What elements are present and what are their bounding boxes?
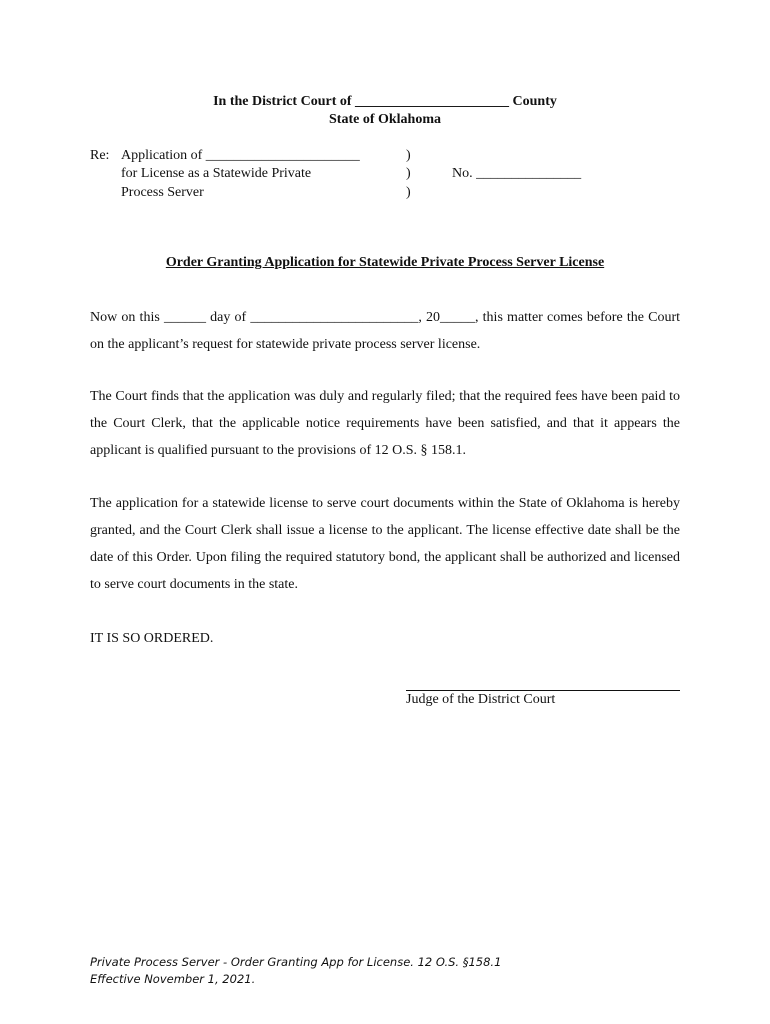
- findings-paragraph: The Court finds that the application was duly and regularly filed; that the required fees have been paid to the Court Clerk, that the applicable notice requirements have been satisfied, and that it appears the applicant is qualified pursuant to the provisions of 12 O.S. § 158.1.: [90, 389, 680, 458]
- footer-line-2: Effective November 1, 2021.: [90, 972, 256, 986]
- caption-license-line: for License as a Statewide Private: [121, 166, 312, 181]
- footer-line-1: Private Process Server - Order Granting App for License. 12 O.S. §158.1: [90, 955, 502, 969]
- caption-paren: ): [406, 148, 411, 163]
- order-paragraph: The application for a statewide license to serve court documents within the State of Oklahoma is hereby granted, and the Court Clerk shall issue a license to the applicant. The license effective date shall be the date of this Order. Upon filing the required statutory bond, the applicant shall be authorized and licensed to serve court documents in the state.: [90, 496, 680, 592]
- court-heading: In the District Court of ______________________ County: [213, 94, 557, 109]
- caption-paren: ): [406, 166, 411, 181]
- opening-paragraph: Now on this ______ day of ________________________, 20_____, this matter comes before the Court on the applicant’s request for statewide private process server license.: [90, 310, 680, 352]
- signature-label: Judge of the District Court: [406, 692, 556, 707]
- so-ordered-text: IT IS SO ORDERED.: [90, 631, 214, 646]
- caption-paren: ): [406, 185, 411, 200]
- document-title: Order Granting Application for Statewide Private Process Server License: [165, 255, 605, 270]
- caption-re-label: Re:: [90, 148, 110, 163]
- caption-server-line: Process Server: [121, 185, 204, 200]
- case-number: No. _______________: [452, 166, 582, 181]
- caption-applicant-line: Application of ______________________: [121, 148, 360, 163]
- signature-line: [406, 690, 680, 691]
- state-heading: State of Oklahoma: [329, 112, 441, 127]
